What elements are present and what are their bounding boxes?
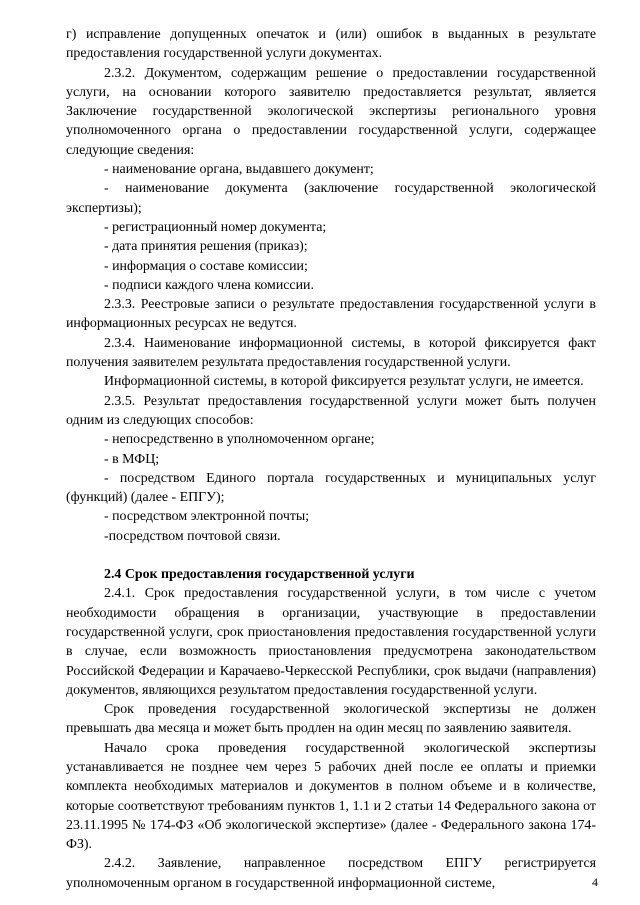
paragraph: - информация о составе комиссии; [104,258,308,274]
paragraph: 2.4.2. Заявление, направленное посредством ЕПГУ регистрируется уполномоченным органом в государственной информационной системе, [66,856,596,891]
paragraph: - подписи каждого члена комиссии. [104,277,314,293]
paragraph: 2.3.2. Документом, содержащим решение о предоставлении государственной услуги, на основании которого заявителю предоставляется результат, является Заключение государственной экологической экспертизы регионального уровня уполномоченного органа о предоставлении государственной услуги, содержащее следующие сведения: [66,65,596,158]
page-number: 4 [592,875,598,889]
paragraph: г) исправление допущенных опечаток и (или) ошибок в выданных в результате предоставления государственной услуги документах. [66,27,596,62]
paragraph: - посредством Единого портала государственных и муниципальных услуг (функций) (далее - ЕПГУ); [66,470,596,506]
section-heading: 2.4 Срок предоставления государственной услуги [104,567,415,583]
paragraph-list [66,25,596,546]
paragraph: Срок проведения государственной экологической экспертизы не должен превышать два месяца и может быть продлен на один месяц по заявлению заявителя. [66,702,596,737]
paragraph: - регистрационный номер документа; [104,219,327,235]
document-body [66,25,596,893]
paragraph: Информационной системы, в которой фиксируется результат услуги, не имеется. [104,374,584,390]
paragraph: - дата принятия решения (приказ); [104,239,308,255]
paragraph: - наименование документа (заключение государственной экологической экспертизы); [66,181,596,216]
paragraph: - непосредственно в уполномоченном органе; [104,432,375,448]
paragraph: - в МФЦ; [104,451,160,467]
paragraph: -посредством почтовой связи. [104,528,281,544]
paragraph: - посредством электронной почты; [104,509,310,525]
section-paragraph-list [66,584,596,893]
paragraph: 2.3.3. Реестровые записи о результате предоставления государственной услуги в информационных ресурсах не ведутся. [66,297,596,332]
paragraph: 2.3.5. Результат предоставления государственной услуги может быть получен одним из следующих способов: [66,393,596,428]
paragraph: 2.3.4. Наименование информационной системы, в которой фиксируется факт получения заявителем результата предоставления государственной услуги. [66,335,596,371]
paragraph: Начало срока проведения государственной экологической экспертизы устанавливается не позднее чем через 5 рабочих дней после ее оплаты и приемки комплекта необходимых материалов и документов в полном объеме и в количестве, которые соответствуют требованиям пунктов 1, 1.1 и 2 статьи 14 Федерального закона от 23.11.1995 № 174-ФЗ «Об экологической экспертизе» (далее - Федерального закона 174-ФЗ). [66,740,596,853]
paragraph: - наименование органа, выдавшего документ; [104,162,374,178]
paragraph: 2.4.1. Срок предоставления государственной услуги, в том числе с учетом необходимости обращения в организации, участвующие в предоставлении государственной услуги, срок приостановления предоставления государственной услуги в случае, если возможность приостановления предусмотрена законодательством Российской Федерации и Карачаево-Черкесской Республики, срок выдачи (направления) документов, являющихся результатом предоставления государственной услуги. [66,586,596,698]
